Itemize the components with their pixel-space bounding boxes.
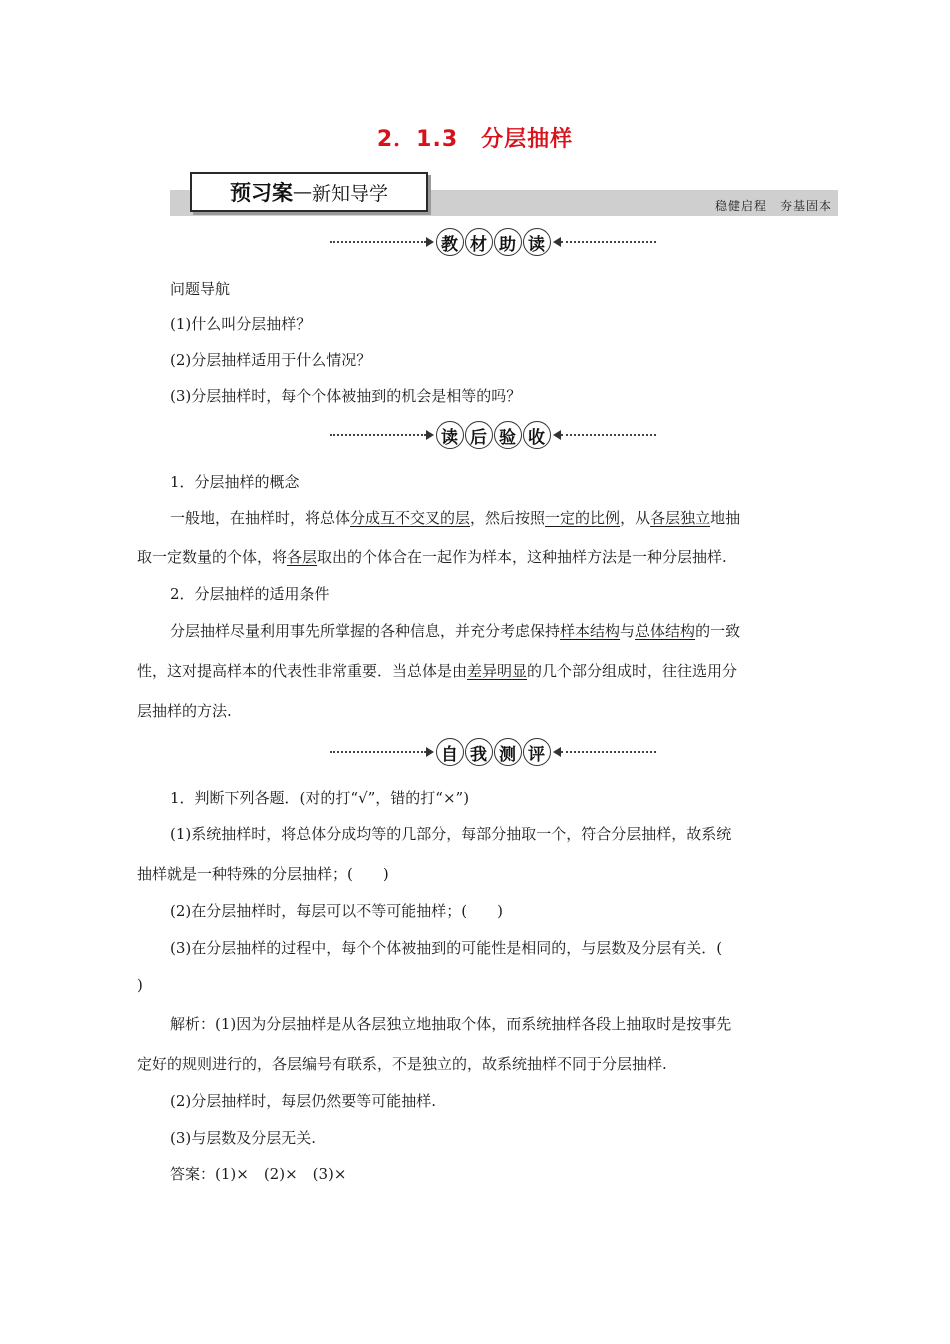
guide-question: (2)分层抽样适用于什么情况？ (170, 351, 372, 369)
page-title: 2．1.3 分层抽样 (376, 127, 574, 152)
dotted-line-left (330, 751, 426, 753)
divider-char: 验 (494, 421, 522, 449)
section-banner (190, 172, 428, 212)
key-term: 各层 (287, 548, 318, 566)
arrow-left-icon (553, 237, 561, 247)
section-divider-review (330, 419, 656, 451)
exercise-item: (1)系统抽样时，将总体分成均等的几部分，每部分抽取一个，符合分层抽样，故系统 (170, 825, 732, 843)
concept-heading: 1．分层抽样的概念 (170, 473, 300, 491)
banner-main-label: 预习案 (229, 181, 293, 205)
key-term: 样本结构 (560, 622, 621, 640)
solution-line: 解析：(1)因为分层抽样是从各层独立地抽取个体，而系统抽样各段上抽取时是按事先 (170, 1015, 732, 1033)
divider-char: 读 (523, 228, 551, 256)
arrow-left-icon (553, 747, 561, 757)
arrow-left-icon (553, 430, 561, 440)
divider-char: 后 (465, 421, 493, 449)
conditions-paragraph-line: 性，这对提高样本的代表性非常重要．当总体是由差异明显的几个部分组成时，往往选用分 (137, 662, 738, 680)
solution-line: (2)分层抽样时，每层仍然要等可能抽样. (170, 1092, 437, 1110)
key-term: 各层独立 (650, 509, 711, 527)
divider-char: 我 (465, 738, 493, 766)
solution-line: 定好的规则进行的，各层编号有联系，不是独立的，故系统抽样不同于分层抽样. (137, 1055, 667, 1073)
divider-char: 助 (494, 228, 522, 256)
dotted-line-right (561, 241, 657, 243)
dotted-line-left (330, 434, 426, 436)
key-term: 一定的比例 (545, 509, 621, 527)
guide-heading: 问题导航 (170, 280, 231, 298)
key-term: 总体结构 (635, 622, 696, 640)
answer-line: 答案：(1)× (2)× (3)× (170, 1165, 347, 1183)
key-term: 分成互不交叉的层 (350, 509, 471, 527)
divider-char: 收 (523, 421, 551, 449)
solution-line: (3)与层数及分层无关. (170, 1129, 317, 1147)
banner-slogan: 稳健启程 夯基固本 (714, 199, 832, 213)
dotted-line-right (561, 434, 657, 436)
arrow-right-icon (426, 237, 434, 247)
guide-question: (1)什么叫分层抽样？ (170, 315, 312, 333)
banner-sub-label: 新知导学 (311, 182, 388, 205)
guide-question: (3)分层抽样时，每个个体被抽到的机会是相等的吗？ (170, 387, 522, 405)
divider-char: 自 (436, 738, 464, 766)
exercise-item: (3)在分层抽样的过程中，每个个体被抽到的可能性是相同的，与层数及分层有关．( (170, 939, 723, 957)
conditions-paragraph-line: 分层抽样尽量利用事先所掌握的各种信息，并充分考虑保持样本结构与总体结构的一致 (170, 622, 741, 640)
section-divider-self-test (330, 736, 656, 768)
exercise-item: ) (137, 976, 143, 994)
divider-char: 材 (465, 228, 493, 256)
banner-dash: — (292, 181, 312, 203)
exercise-item: 抽样就是一种特殊的分层抽样；( ) (137, 865, 389, 883)
divider-char: 读 (436, 421, 464, 449)
arrow-right-icon (426, 747, 434, 757)
dotted-line-left (330, 241, 426, 243)
divider-char: 教 (436, 228, 464, 256)
key-term: 差异明显 (467, 662, 528, 680)
divider-char: 评 (523, 738, 551, 766)
dotted-line-right (561, 751, 657, 753)
arrow-right-icon (426, 430, 434, 440)
concept-paragraph-line: 取一定数量的个体，将各层取出的个体合在一起作为样本，这种抽样方法是一种分层抽样. (137, 548, 727, 566)
conditions-paragraph-line: 层抽样的方法. (137, 702, 232, 720)
exercise-item: (2)在分层抽样时，每层可以不等可能抽样；( ) (170, 902, 503, 920)
exercise-heading: 1．判断下列各题．(对的打“√”，错的打“×”) (170, 789, 470, 807)
divider-char: 测 (494, 738, 522, 766)
concept-paragraph-line: 一般地，在抽样时，将总体分成互不交叉的层，然后按照一定的比例，从各层独立地抽 (170, 509, 741, 527)
section-divider-textbook (330, 226, 656, 258)
conditions-heading: 2．分层抽样的适用条件 (170, 585, 330, 603)
